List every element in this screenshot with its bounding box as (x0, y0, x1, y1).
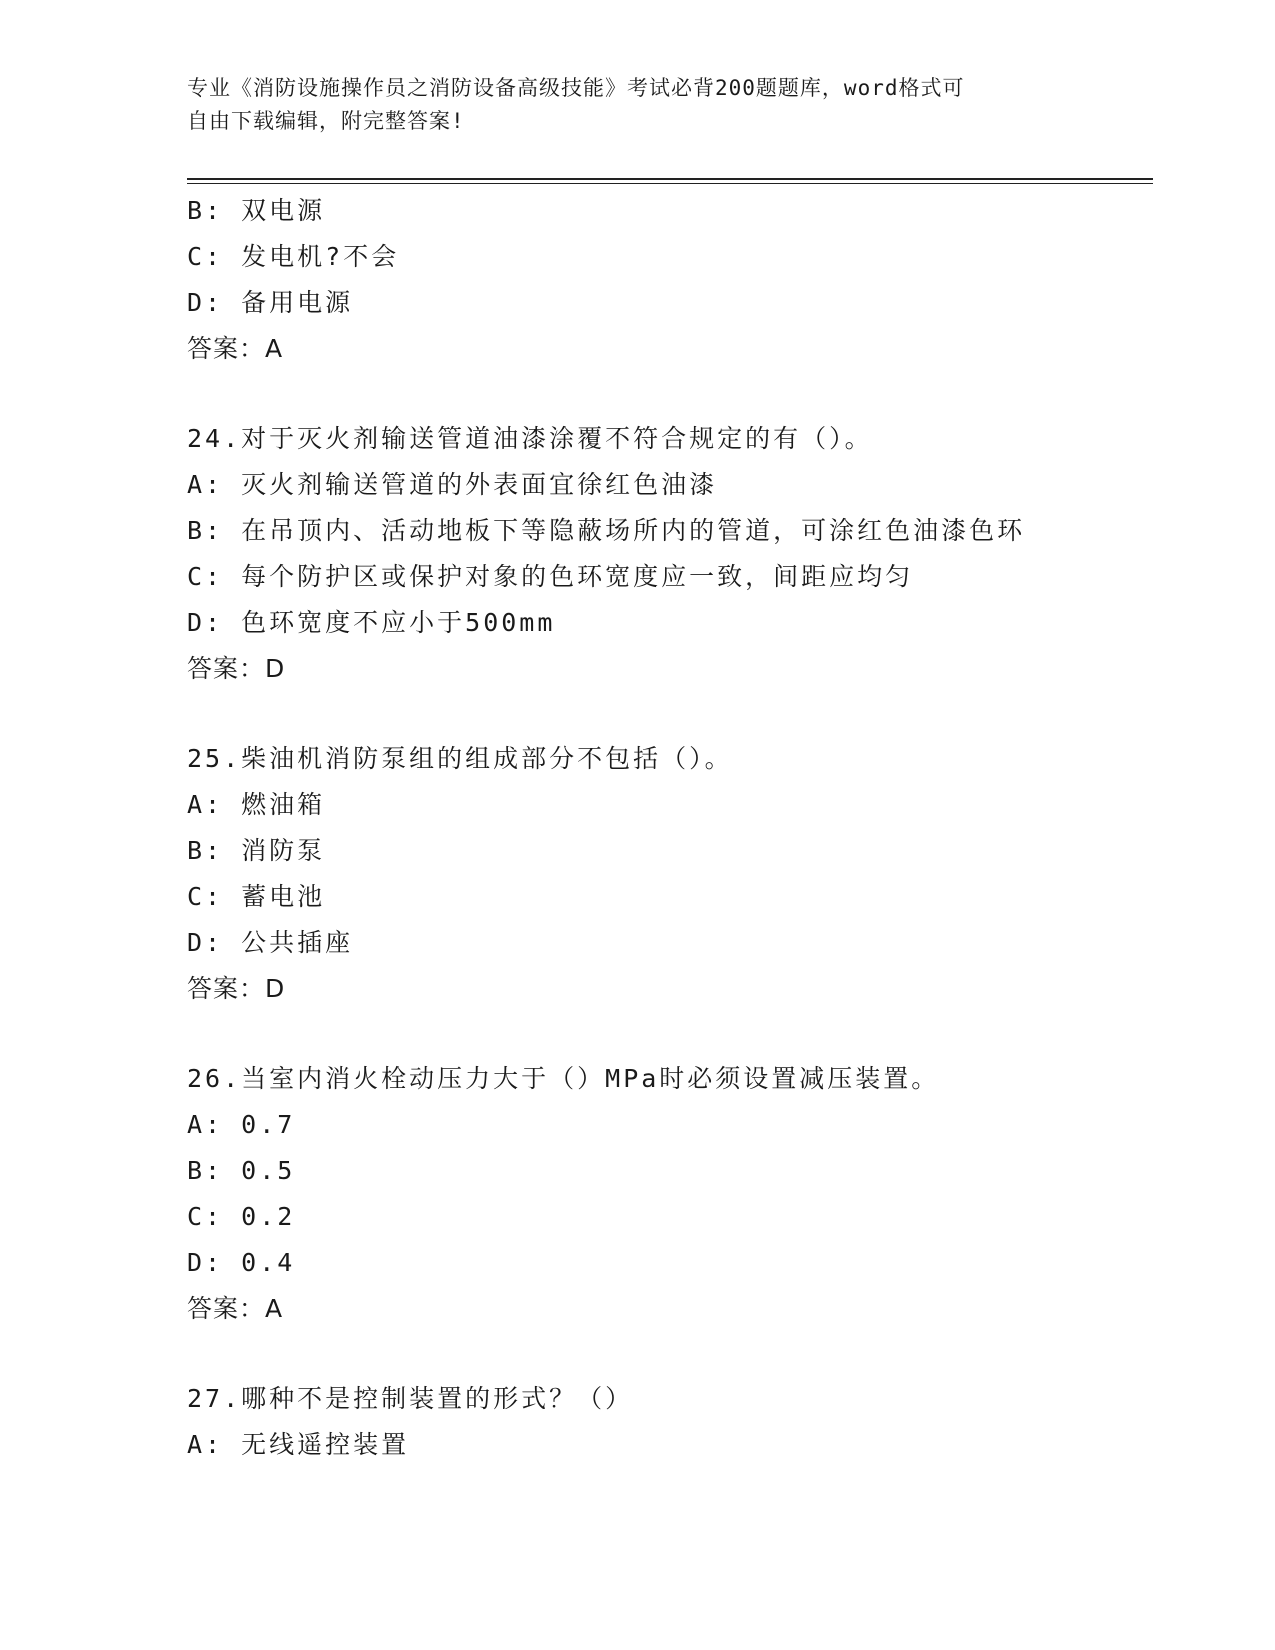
option-b: B: 0.5 (187, 1156, 296, 1185)
answer-line: 答案：A (187, 334, 284, 363)
option-c: C: 0.2 (187, 1202, 296, 1231)
document-header (187, 72, 1087, 138)
question-block-26 (187, 1056, 1147, 1331)
question-block-25 (187, 736, 1147, 1011)
option-d: D: 公共插座 (187, 928, 354, 957)
option-a: A: 灭火剂输送管道的外表面宜徐红色油漆 (187, 470, 718, 499)
option-c: C: 发电机?不会 (187, 242, 400, 271)
question-text: 25.柴油机消防泵组的组成部分不包括（）。 (187, 744, 733, 773)
header-line-1: 专业《消防设施操作员之消防设备高级技能》考试必背200题题库，word格式可 (187, 76, 965, 100)
question-block-23 (187, 188, 1147, 371)
option-b: B: 双电源 (187, 196, 326, 225)
option-b: B: 在吊顶内、活动地板下等隐蔽场所内的管道，可涂红色油漆色环 (187, 516, 1026, 545)
option-d: D: 色环宽度不应小于500mm (187, 608, 556, 637)
option-d: D: 0.4 (187, 1248, 296, 1277)
option-a: A: 0.7 (187, 1110, 296, 1139)
header-divider-thin (187, 183, 1153, 184)
question-block-24 (187, 416, 1147, 691)
spacer (187, 691, 1147, 736)
header-line-2: 自由下载编辑，附完整答案! (187, 109, 465, 133)
header-divider-thick (187, 178, 1153, 180)
option-c: C: 每个防护区或保护对象的色环宽度应一致，间距应均匀 (187, 562, 914, 591)
spacer (187, 1331, 1147, 1376)
spacer (187, 1011, 1147, 1056)
option-b: B: 消防泵 (187, 836, 326, 865)
option-c: C: 蓄电池 (187, 882, 326, 911)
option-a: A: 燃油箱 (187, 790, 326, 819)
question-text: 24.对于灭火剂输送管道油漆涂覆不符合规定的有（）。 (187, 424, 873, 453)
answer-line: 答案：D (187, 974, 286, 1003)
spacer (187, 371, 1147, 416)
option-a: A: 无线遥控装置 (187, 1430, 410, 1459)
answer-line: 答案：D (187, 654, 286, 683)
option-d: D: 备用电源 (187, 288, 354, 317)
question-block-27 (187, 1376, 1147, 1468)
question-list (187, 188, 1147, 1468)
question-text: 26.当室内消火栓动压力大于（）MPa时必须设置减压装置。 (187, 1064, 940, 1093)
answer-line: 答案：A (187, 1294, 284, 1323)
question-text: 27.哪种不是控制装置的形式？（） (187, 1384, 634, 1413)
